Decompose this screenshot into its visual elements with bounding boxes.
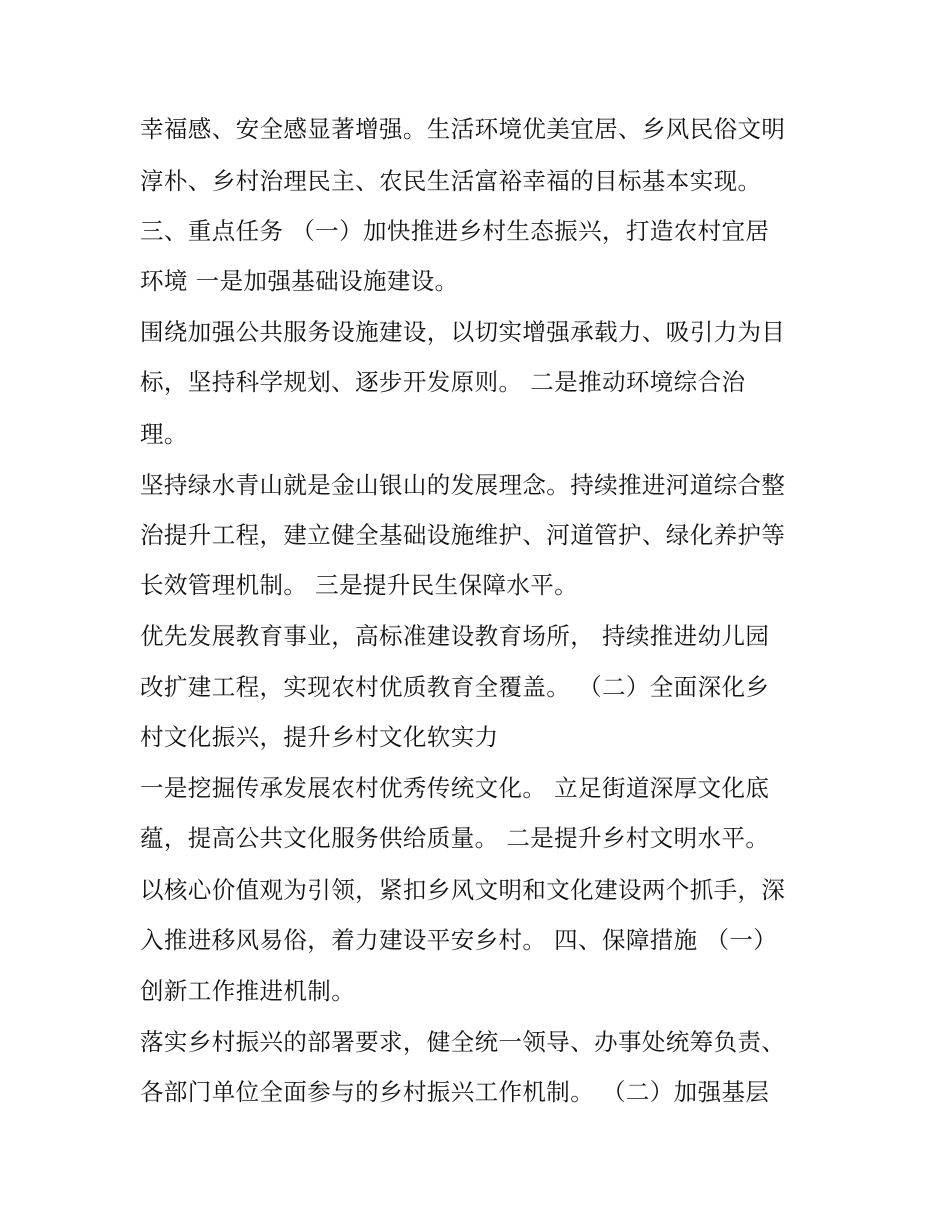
text-line: 优先发展教育事业，高标准建设教育场所， 持续推进幼儿园: [140, 622, 770, 650]
text-line: 坚持绿水青山就是金山银山的发展理念。持续推进河道综合整: [140, 471, 786, 499]
text-line: 以核心价值观为引领，紧扣乡风文明和文化建设两个抓手，深: [140, 876, 786, 904]
text-line: 治提升工程，建立健全基础设施维护、河道管护、绿化养护等: [140, 521, 786, 549]
text-line: 幸福感、安全感显著增强。生活环境优美宜居、乡风民俗文明: [140, 115, 786, 143]
text-line: 长效管理机制。 三是提升民生保障水平。: [140, 571, 579, 599]
text-line: 创新工作推进机制。: [140, 977, 356, 1005]
text-line: 村文化振兴，提升乡村文化软实力: [140, 723, 499, 751]
text-line: 蕴，提高公共文化服务供给质量。 二是提升乡村文明水平。: [140, 824, 770, 852]
text-line: 改扩建工程，实现农村优质教育全覆盖。 （二）全面深化乡: [140, 673, 770, 701]
text-line: 落实乡村振兴的部署要求，健全统一领导、办事处统筹负责、: [140, 1028, 786, 1056]
section-heading-line: 三、重点任务 （一）加快推进乡村生态振兴，打造农村宜居: [140, 217, 770, 245]
text-line: 入推进移风易俗，着力建设平安乡村。 四、保障措施 （一）: [140, 926, 778, 954]
text-line: 一是挖掘传承发展农村优秀传统文化。 立足街道深厚文化底: [140, 774, 770, 802]
text-line: 各部门单位全面参与的乡村振兴工作机制。 （二）加强基层: [140, 1078, 770, 1106]
text-line: 标，坚持科学规划、逐步开发原则。 二是推动环境综合治: [140, 368, 746, 396]
text-line: 理。: [140, 420, 188, 448]
text-line: 围绕加强公共服务设施建设，以切实增强承载力、吸引力为目: [140, 318, 786, 346]
text-line: 淳朴、乡村治理民主、农民生活富裕幸福的目标基本实现。: [140, 167, 762, 195]
text-line: 环境 一是加强基础设施建设。: [140, 267, 459, 295]
